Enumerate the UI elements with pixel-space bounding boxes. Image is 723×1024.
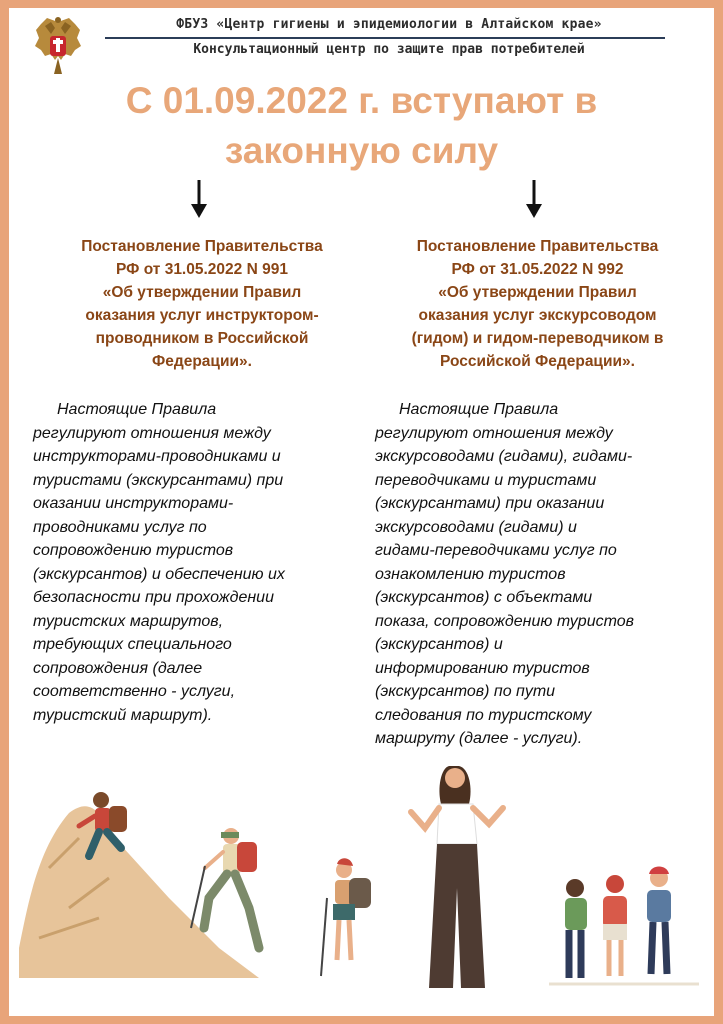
title-line: Постановление Правительства xyxy=(416,238,659,255)
body-line: оказании инструкторами- xyxy=(33,495,234,512)
body-line: сопровождения (далее xyxy=(33,659,203,677)
title-line: «Об утверждении Правил xyxy=(102,284,302,301)
headline-line: С 01.09.2022 г. вступают в xyxy=(125,80,598,121)
body-line: следования по туристскому xyxy=(375,706,592,724)
title-line: (гидом) и гидом-переводчиком в xyxy=(411,330,664,347)
emblem-icon xyxy=(33,16,83,80)
title-line: Федерации». xyxy=(152,353,252,370)
title-line: оказания услуг инструктором- xyxy=(85,307,319,324)
arrow-down-icon xyxy=(524,180,544,220)
illustration xyxy=(9,748,714,1016)
body-line: экскурсоводами (гидами) и xyxy=(375,518,577,536)
body-line: переводчиками и туристами xyxy=(375,471,597,489)
header-divider xyxy=(105,37,665,39)
title-line: РФ от 31.05.2022 N 992 xyxy=(451,261,624,278)
decree-992-title xyxy=(371,235,704,373)
title-line: «Об утверждении Правил xyxy=(438,284,637,301)
body-line: инструкторами-проводниками и xyxy=(33,448,281,465)
body-line: регулируют отношения между xyxy=(375,424,613,442)
org-name: ФБУЗ «Центр гигиены и эпидемиологии в Алтайском крае» xyxy=(176,17,602,32)
body-line: соответственно - услуги, xyxy=(33,683,236,700)
title-line: проводником в Российской xyxy=(95,330,309,347)
decree-991-description xyxy=(33,398,351,727)
body-line: маршруту (далее - услуги). xyxy=(375,730,583,747)
body-line: туристских маршрутов, xyxy=(33,612,224,630)
decree-992-description xyxy=(375,398,701,751)
body-line: проводниками услуг по xyxy=(33,518,207,536)
title-line: оказания услуг экскурсоводом xyxy=(418,307,657,324)
decree-991-title xyxy=(37,235,367,373)
headline-line: законную силу xyxy=(224,130,499,171)
org-subtitle: Консультационный центр по защите прав потребителей xyxy=(193,42,585,57)
body-line: экскурсоводами (гидами), гидами- xyxy=(375,448,633,465)
body-line: сопровождению туристов xyxy=(33,542,234,559)
body-line: показа, сопровождению туристов xyxy=(375,612,634,630)
body-line: ознакомлению туристов xyxy=(375,565,566,583)
arrow-down-icon xyxy=(189,180,209,220)
body-line: (экскурсантов) и обеспечению их xyxy=(33,565,285,583)
title-line: РФ от 31.05.2022 N 991 xyxy=(116,261,288,278)
body-line: информированию туристов xyxy=(375,659,590,677)
body-line: гидами-переводчиками услуг по xyxy=(375,542,617,559)
body-line: регулируют отношения между xyxy=(33,424,271,442)
title-line: Постановление Правительства xyxy=(81,238,323,255)
body-line: туристский маршрут). xyxy=(33,706,213,724)
body-line: Настоящие Правила xyxy=(57,401,217,418)
body-line: требующих специального xyxy=(33,636,232,653)
body-line: (экскурсантами) при оказании xyxy=(375,495,605,512)
body-line: Настоящие Правила xyxy=(399,401,559,418)
hikers-illustration xyxy=(19,792,371,978)
body-line: (экскурсантов) по пути xyxy=(375,683,556,700)
body-line: (экскурсантов) и xyxy=(375,636,503,653)
headline xyxy=(29,76,694,176)
title-line: Российской Федерации». xyxy=(440,353,635,370)
poster xyxy=(9,8,714,1016)
body-line: безопасности при прохождении xyxy=(33,589,274,606)
body-line: (экскурсантов) с объектами xyxy=(375,589,593,606)
guide-illustration xyxy=(411,766,699,988)
body-line: туристами (экскурсантами) при xyxy=(33,471,284,489)
